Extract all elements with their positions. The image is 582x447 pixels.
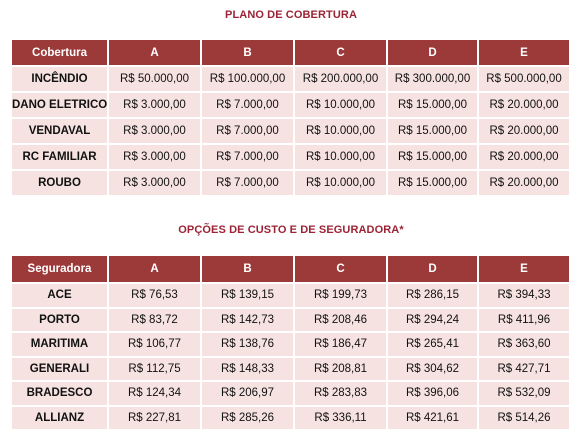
table-cell: R$ 7.000,00 (201, 144, 294, 170)
column-header-e: E (478, 256, 569, 283)
table-cell: R$ 3.000,00 (108, 170, 201, 195)
table-row (12, 406, 569, 430)
table-cell: R$ 100.000,00 (201, 66, 294, 92)
insurer-cost-table (12, 256, 569, 429)
table-row (12, 170, 569, 195)
table-cell: R$ 208,81 (294, 357, 387, 382)
table-cell: R$ 7.000,00 (201, 92, 294, 118)
table-cell: R$ 208,46 (294, 308, 387, 333)
row-label: ACE (12, 283, 108, 308)
table-cell: R$ 76,53 (108, 283, 201, 308)
table-cell: R$ 138,76 (201, 332, 294, 357)
table-row (12, 66, 569, 92)
column-header-a: A (108, 256, 201, 283)
table-cell: R$ 394,33 (478, 283, 569, 308)
row-label: GENERALI (12, 357, 108, 382)
table-cell: R$ 363,60 (478, 332, 569, 357)
table-cell: R$ 20.000,00 (478, 144, 569, 170)
table-cell: R$ 294,24 (387, 308, 478, 333)
row-label: ROUBO (12, 170, 108, 195)
table-cell: R$ 285,26 (201, 406, 294, 430)
table-cell: R$ 500.000,00 (478, 66, 569, 92)
table-cell: R$ 3.000,00 (108, 144, 201, 170)
table-cell: R$ 3.000,00 (108, 92, 201, 118)
table-cell: R$ 10.000,00 (294, 118, 387, 144)
column-header-c: C (294, 256, 387, 283)
table-header-row (12, 40, 569, 66)
table-cell: R$ 286,15 (387, 283, 478, 308)
row-label: PORTO (12, 308, 108, 333)
row-label: MARITIMA (12, 332, 108, 357)
table-cell: R$ 7.000,00 (201, 118, 294, 144)
table-cell: R$ 15.000,00 (387, 144, 478, 170)
row-label: INCÊNDIO (12, 66, 108, 92)
table-cell: R$ 10.000,00 (294, 144, 387, 170)
column-header-seguradora: Seguradora (12, 256, 108, 283)
table-row (12, 118, 569, 144)
table-cell: R$ 139,15 (201, 283, 294, 308)
table-row (12, 381, 569, 406)
table-cell: R$ 124,34 (108, 381, 201, 406)
table-cell: R$ 532,09 (478, 381, 569, 406)
table-cell: R$ 10.000,00 (294, 92, 387, 118)
table-cell: R$ 83,72 (108, 308, 201, 333)
table-cell: R$ 206,97 (201, 381, 294, 406)
table-row (12, 283, 569, 308)
column-header-b: B (201, 40, 294, 66)
column-header-a: A (108, 40, 201, 66)
table-cell: R$ 7.000,00 (201, 170, 294, 195)
table-cell: R$ 336,11 (294, 406, 387, 430)
table-cell: R$ 112,75 (108, 357, 201, 382)
table-cell: R$ 50.000,00 (108, 66, 201, 92)
table-cell: R$ 227,81 (108, 406, 201, 430)
table-cell: R$ 411,96 (478, 308, 569, 333)
row-label: DANO ELETRICO (12, 92, 108, 118)
column-header-d: D (387, 40, 478, 66)
table-row (12, 357, 569, 382)
table-cell: R$ 514,26 (478, 406, 569, 430)
table-row (12, 332, 569, 357)
column-header-cobertura: Cobertura (12, 40, 108, 66)
table-cell: R$ 283,83 (294, 381, 387, 406)
table-cell: R$ 200.000,00 (294, 66, 387, 92)
table-row (12, 308, 569, 333)
column-header-e: E (478, 40, 569, 66)
table-cell: R$ 265,41 (387, 332, 478, 357)
table-row (12, 92, 569, 118)
column-header-c: C (294, 40, 387, 66)
table-cell: R$ 20.000,00 (478, 92, 569, 118)
column-header-b: B (201, 256, 294, 283)
table-cell: R$ 396,06 (387, 381, 478, 406)
table-cell: R$ 427,71 (478, 357, 569, 382)
table-cell: R$ 300.000,00 (387, 66, 478, 92)
table-cell: R$ 186,47 (294, 332, 387, 357)
table-cell: R$ 304,62 (387, 357, 478, 382)
table-cell: R$ 106,77 (108, 332, 201, 357)
table-cell: R$ 199,73 (294, 283, 387, 308)
table-cell: R$ 148,33 (201, 357, 294, 382)
table-cell: R$ 15.000,00 (387, 118, 478, 144)
table-cell: R$ 20.000,00 (478, 170, 569, 195)
table-cell: R$ 421,61 (387, 406, 478, 430)
coverage-plan-table (12, 40, 569, 195)
table-cell: R$ 142,73 (201, 308, 294, 333)
table-header-row (12, 256, 569, 283)
row-label: ALLIANZ (12, 406, 108, 430)
table-cell: R$ 3.000,00 (108, 118, 201, 144)
row-label: VENDAVAL (12, 118, 108, 144)
row-label: RC FAMILIAR (12, 144, 108, 170)
row-label: BRADESCO (12, 381, 108, 406)
coverage-plan-title: PLANO DE COBERTURA (225, 9, 357, 21)
table-cell: R$ 15.000,00 (387, 170, 478, 195)
insurer-options-title: OPÇÕES DE CUSTO E DE SEGURADORA* (178, 224, 404, 236)
table-cell: R$ 10.000,00 (294, 170, 387, 195)
table-row (12, 144, 569, 170)
table-cell: R$ 20.000,00 (478, 118, 569, 144)
table-cell: R$ 15.000,00 (387, 92, 478, 118)
column-header-d: D (387, 256, 478, 283)
